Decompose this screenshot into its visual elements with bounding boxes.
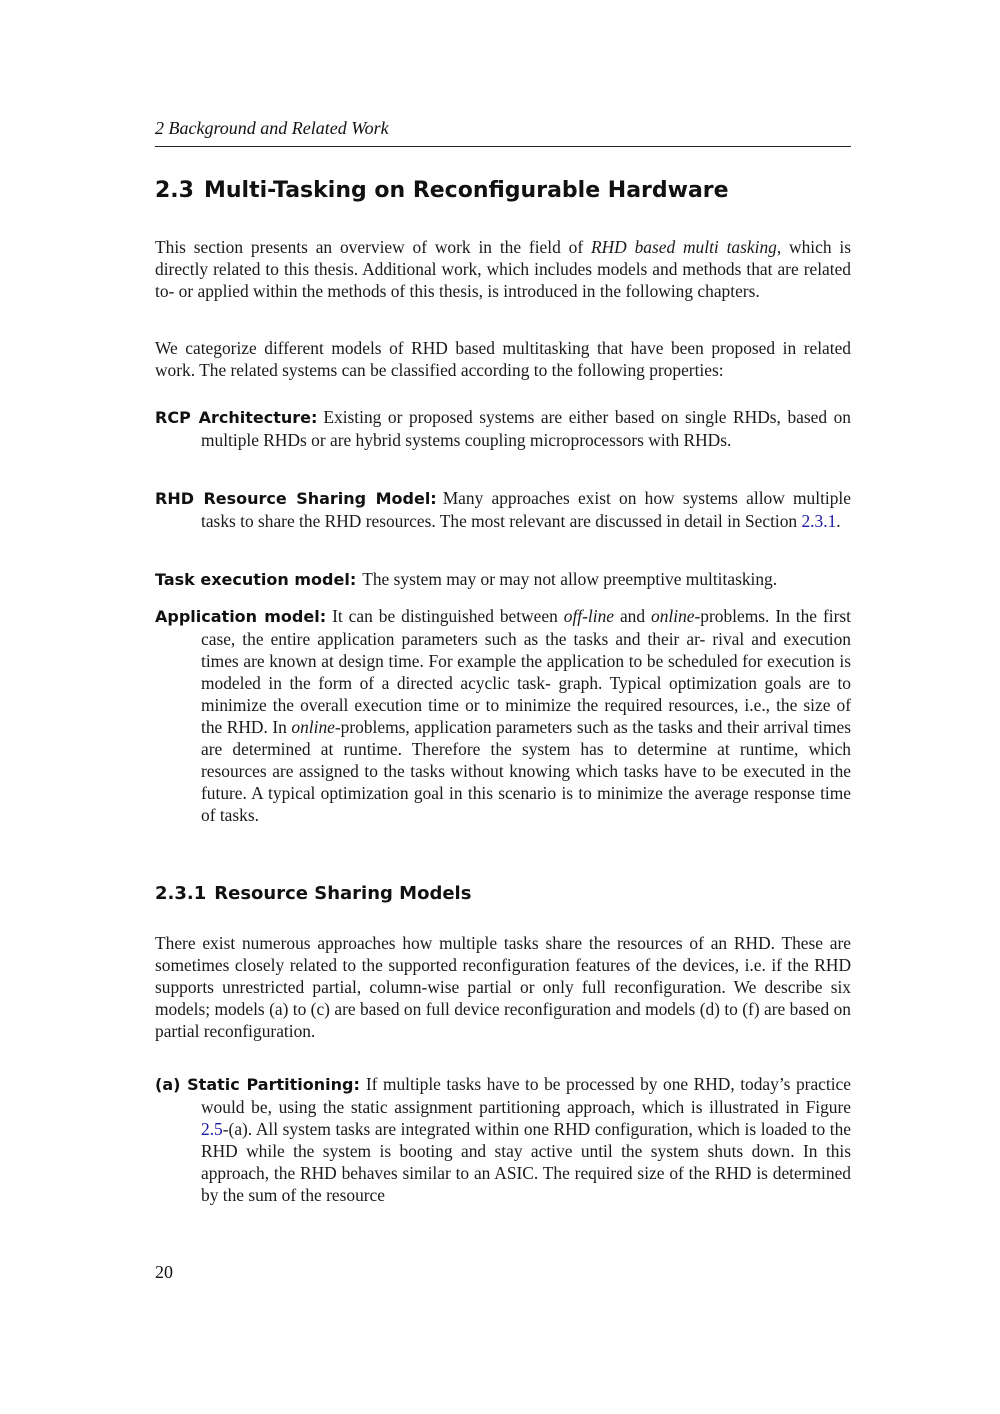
subsection-heading <box>155 883 851 904</box>
header-rule <box>155 146 851 147</box>
property-text-a: Many approaches exist on how systems allow multiple tasks to share the RHD resources. The most relevant are discussed in detail in Section <box>201 488 851 531</box>
subsection-paragraph-1 <box>155 932 851 1042</box>
property-text-a: It can be distinguished between <box>332 606 564 626</box>
intro-p1-text-b: , which is directly related to this thesis. Additional work, which includes models and methods that are related to- or applied within the methods of this thesis, is introduced in the following chapters. <box>155 237 851 301</box>
intro-p1-emphasis: RHD based multi tasking <box>590 237 777 257</box>
model-text-a: If multiple tasks have to be processed by one RHD, today’s practice would be, using the static assignment partitioning approach, which is illustrated in Figure <box>201 1074 851 1117</box>
property-text-c: -problems. In the first case, the entire application parameters such as the tasks and their ar- rival and execution times are known at design time. For example the application to be scheduled for execution is modeled in the form of a directed acyclic task- graph. Typical optimization goals are to minimize the overall execution time or to minimize the required resources, i.e., the size of the RHD. In <box>201 606 851 737</box>
model-a-static-partitioning <box>155 1073 851 1206</box>
intro-p2-text: We categorize different models of RHD based multitasking that have been proposed in related work. The related systems can be classified according to the following properties: <box>155 338 851 380</box>
figure-2-5-link[interactable]: 2.5 <box>201 1119 223 1139</box>
subsection-title: Resource Sharing Models <box>214 883 472 904</box>
property-resource-sharing <box>155 487 851 532</box>
section-title: Multi-Tasking on Reconfigurable Hardware <box>203 178 729 203</box>
intro-p1-text-a: This section presents an overview of work in the field of <box>155 237 591 257</box>
intro-paragraph-1 <box>155 236 851 302</box>
emphasis-online-2: online <box>291 717 335 737</box>
property-rcp-architecture <box>155 406 851 451</box>
intro-paragraph-2 <box>155 337 851 381</box>
subsection-p1-text: There exist numerous approaches how multiple tasks share the resources of an RHD. These are sometimes closely related to the supported reconfiguration features of the devices, i.e. if the RHD supports unrestricted partial, column-wise partial or only full reconfiguration. We describe six models; models (a) to (c) are based on full device reconfiguration and models (d) to (f) are based on partial reconfiguration. <box>155 933 851 1041</box>
property-application-model <box>155 605 851 826</box>
property-text: The system may or may not allow preemptive multitasking. <box>362 569 778 589</box>
model-term: (a) Static Partitioning: <box>155 1075 360 1094</box>
property-text-b: and <box>614 606 652 626</box>
property-text: Existing or proposed systems are either based on single RHDs, based on multiple RHDs or are hybrid systems coupling microprocessors with RHDs. <box>201 407 851 450</box>
section-number: 2.3 <box>155 178 194 203</box>
running-head: 2 Background and Related Work <box>155 118 389 138</box>
property-term: RHD Resource Sharing Model: <box>155 489 437 508</box>
property-task-execution <box>155 568 851 591</box>
property-term: Application model: <box>155 607 327 626</box>
emphasis-online: online <box>651 606 695 626</box>
property-text-d: -problems, application parameters such as the tasks and their arrival times are determined at runtime. Therefore the system has to determine at runtime, which resources are assigned to the tasks without knowing which tasks have to be executed in the future. A typical optimization goal in this scenario is to minimize the average response time of tasks. <box>201 717 851 825</box>
emphasis-offline: off-line <box>563 606 614 626</box>
property-text-b: . <box>836 511 841 531</box>
subsection-number: 2.3.1 <box>155 883 207 904</box>
section-heading <box>155 178 851 203</box>
model-text-b: -(a). All system tasks are integrated within one RHD configuration, which is loaded to the RHD while the system is booting and stay active until the system shuts down. In this approach, the RHD behaves similar to an ASIC. The required size of the RHD is determined by the sum of the resource <box>201 1119 851 1205</box>
property-term: Task execution model: <box>155 570 357 589</box>
property-term: RCP Architecture: <box>155 408 318 427</box>
page-number: 20 <box>155 1262 173 1282</box>
section-2-3-1-link[interactable]: 2.3.1 <box>801 511 837 531</box>
